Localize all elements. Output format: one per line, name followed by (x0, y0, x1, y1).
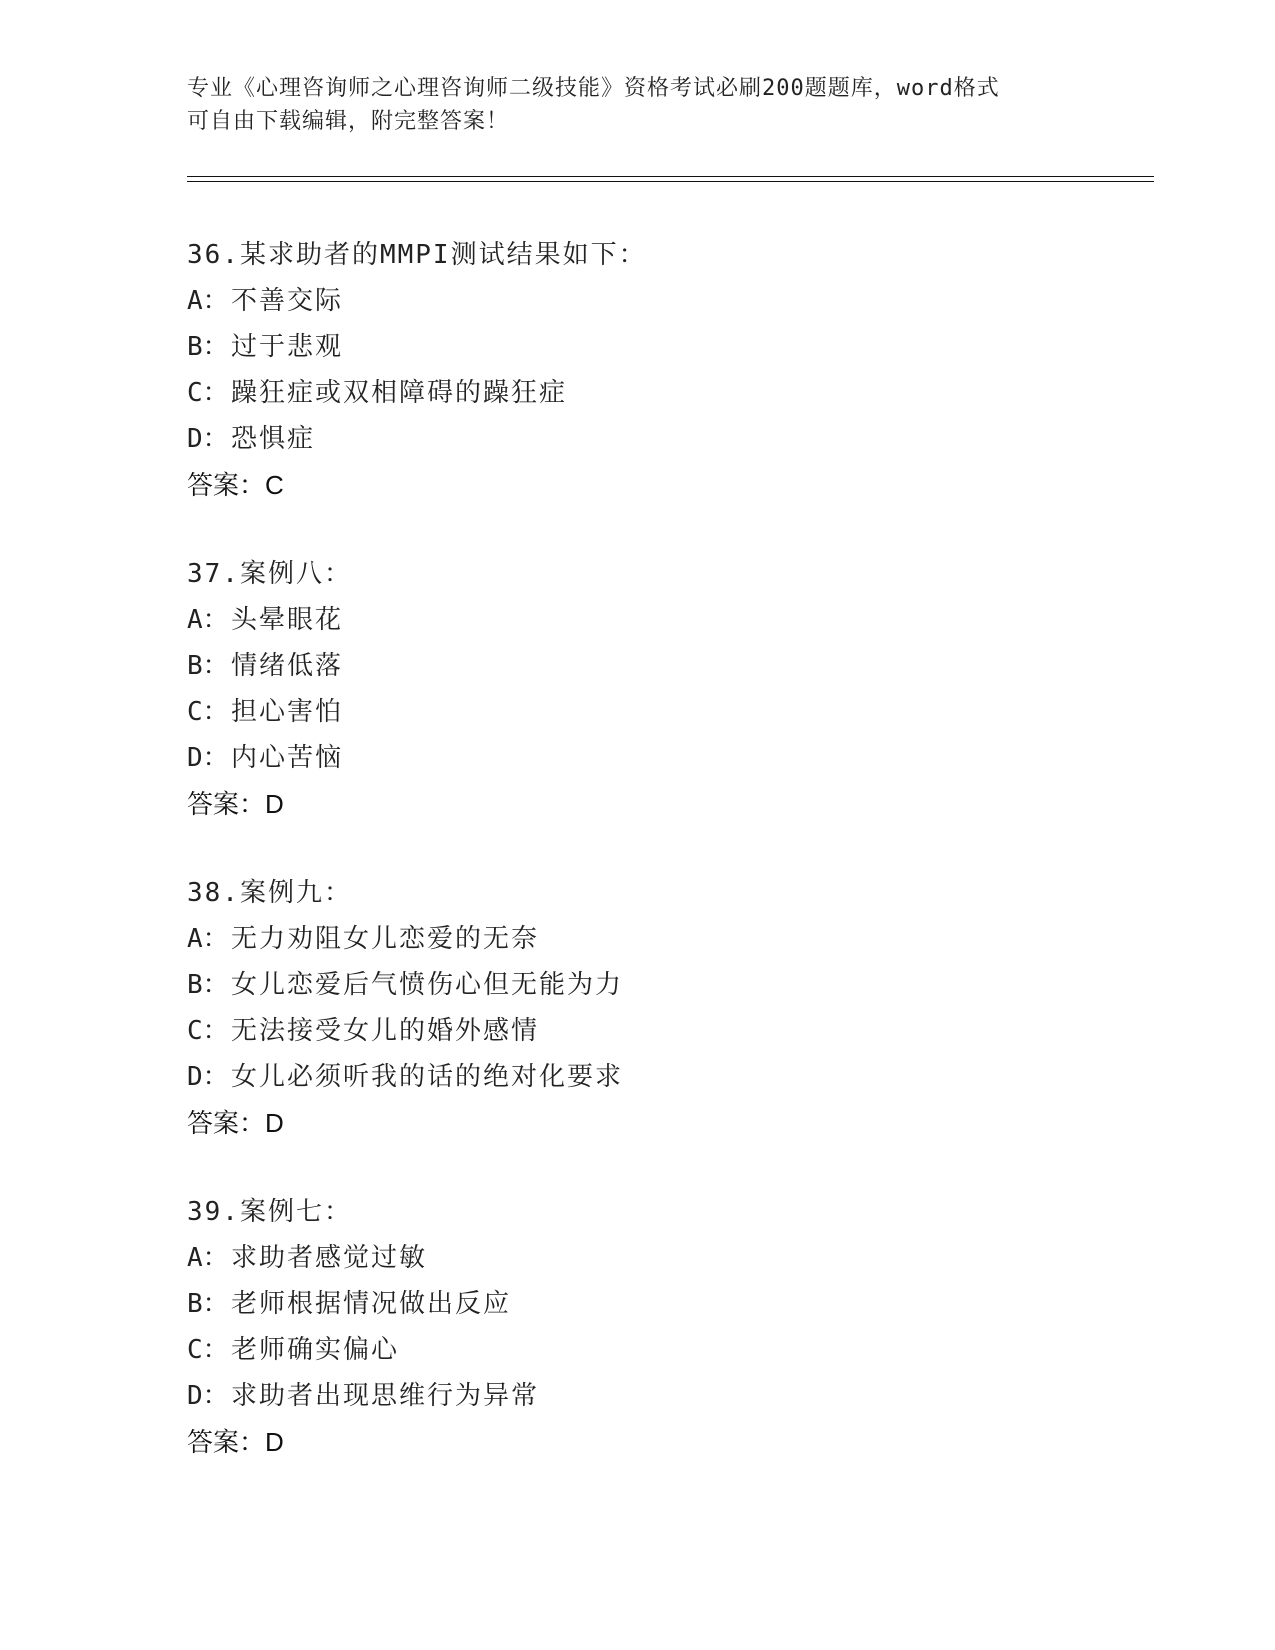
header-divider-top (187, 176, 1154, 177)
option-text: 内心苦恼 (231, 743, 344, 773)
option-text: 不善交际 (231, 286, 344, 316)
option-b (187, 1281, 1147, 1327)
answer-line: 答案：D (187, 1427, 284, 1457)
option-letter: B： (187, 332, 229, 362)
option-letter: B： (187, 970, 229, 1000)
option-text: 女儿恋爱后气愤伤心但无能为力 (231, 970, 624, 1000)
option-text: 过于悲观 (231, 332, 344, 362)
option-letter: C： (187, 1335, 229, 1365)
question-item (187, 1189, 1147, 1465)
option-letter: A： (187, 924, 229, 954)
option-letter: C： (187, 697, 229, 727)
option-text: 求助者出现思维行为异常 (231, 1381, 540, 1411)
header-line-2: 可自由下载编辑，附完整答案！ (187, 109, 510, 134)
question-item (187, 870, 1147, 1146)
answer-line: 答案：D (187, 1108, 284, 1138)
option-text: 老师确实偏心 (231, 1335, 400, 1365)
option-letter: C： (187, 1016, 229, 1046)
option-c (187, 689, 1147, 735)
option-text: 无力劝阻女儿恋爱的无奈 (231, 924, 540, 954)
question-item (187, 551, 1147, 827)
option-letter: A： (187, 1243, 229, 1273)
option-text: 求助者感觉过敏 (231, 1243, 428, 1273)
option-d (187, 1373, 1147, 1419)
option-d (187, 735, 1147, 781)
answer-line: 答案：D (187, 789, 284, 819)
option-a (187, 597, 1147, 643)
option-b (187, 962, 1147, 1008)
option-letter: D： (187, 424, 229, 454)
option-letter: B： (187, 1289, 229, 1319)
option-b (187, 324, 1147, 370)
option-letter: B： (187, 651, 229, 681)
option-text: 担心害怕 (231, 697, 344, 727)
question-item (187, 232, 1147, 508)
question-stem: 38.案例九： (187, 878, 352, 908)
option-letter: D： (187, 1062, 229, 1092)
option-text: 老师根据情况做出反应 (231, 1289, 512, 1319)
option-text: 恐惧症 (231, 424, 316, 454)
question-stem: 37.案例八： (187, 559, 352, 589)
question-stem: 39.案例七： (187, 1197, 352, 1227)
option-d (187, 416, 1147, 462)
option-letter: A： (187, 286, 229, 316)
option-text: 无法接受女儿的婚外感情 (231, 1016, 540, 1046)
option-c (187, 370, 1147, 416)
option-d (187, 1054, 1147, 1100)
answer-line: 答案：C (187, 470, 284, 500)
option-text: 头晕眼花 (231, 605, 344, 635)
option-letter: C： (187, 378, 229, 408)
question-stem: 36.某求助者的MMPI测试结果如下： (187, 240, 647, 270)
question-list (187, 232, 1147, 1508)
option-c (187, 1008, 1147, 1054)
document-header (187, 72, 1067, 138)
option-text: 女儿必须听我的话的绝对化要求 (231, 1062, 624, 1092)
option-b (187, 643, 1147, 689)
header-line-1: 专业《心理咨询师之心理咨询师二级技能》资格考试必刷200题题库，word格式 (187, 76, 1000, 101)
option-letter: D： (187, 743, 229, 773)
option-text: 躁狂症或双相障碍的躁狂症 (231, 378, 568, 408)
option-letter: D： (187, 1381, 229, 1411)
option-c (187, 1327, 1147, 1373)
option-text: 情绪低落 (231, 651, 344, 681)
option-a (187, 1235, 1147, 1281)
option-a (187, 916, 1147, 962)
header-divider-bottom (187, 181, 1154, 182)
option-a (187, 278, 1147, 324)
option-letter: A： (187, 605, 229, 635)
